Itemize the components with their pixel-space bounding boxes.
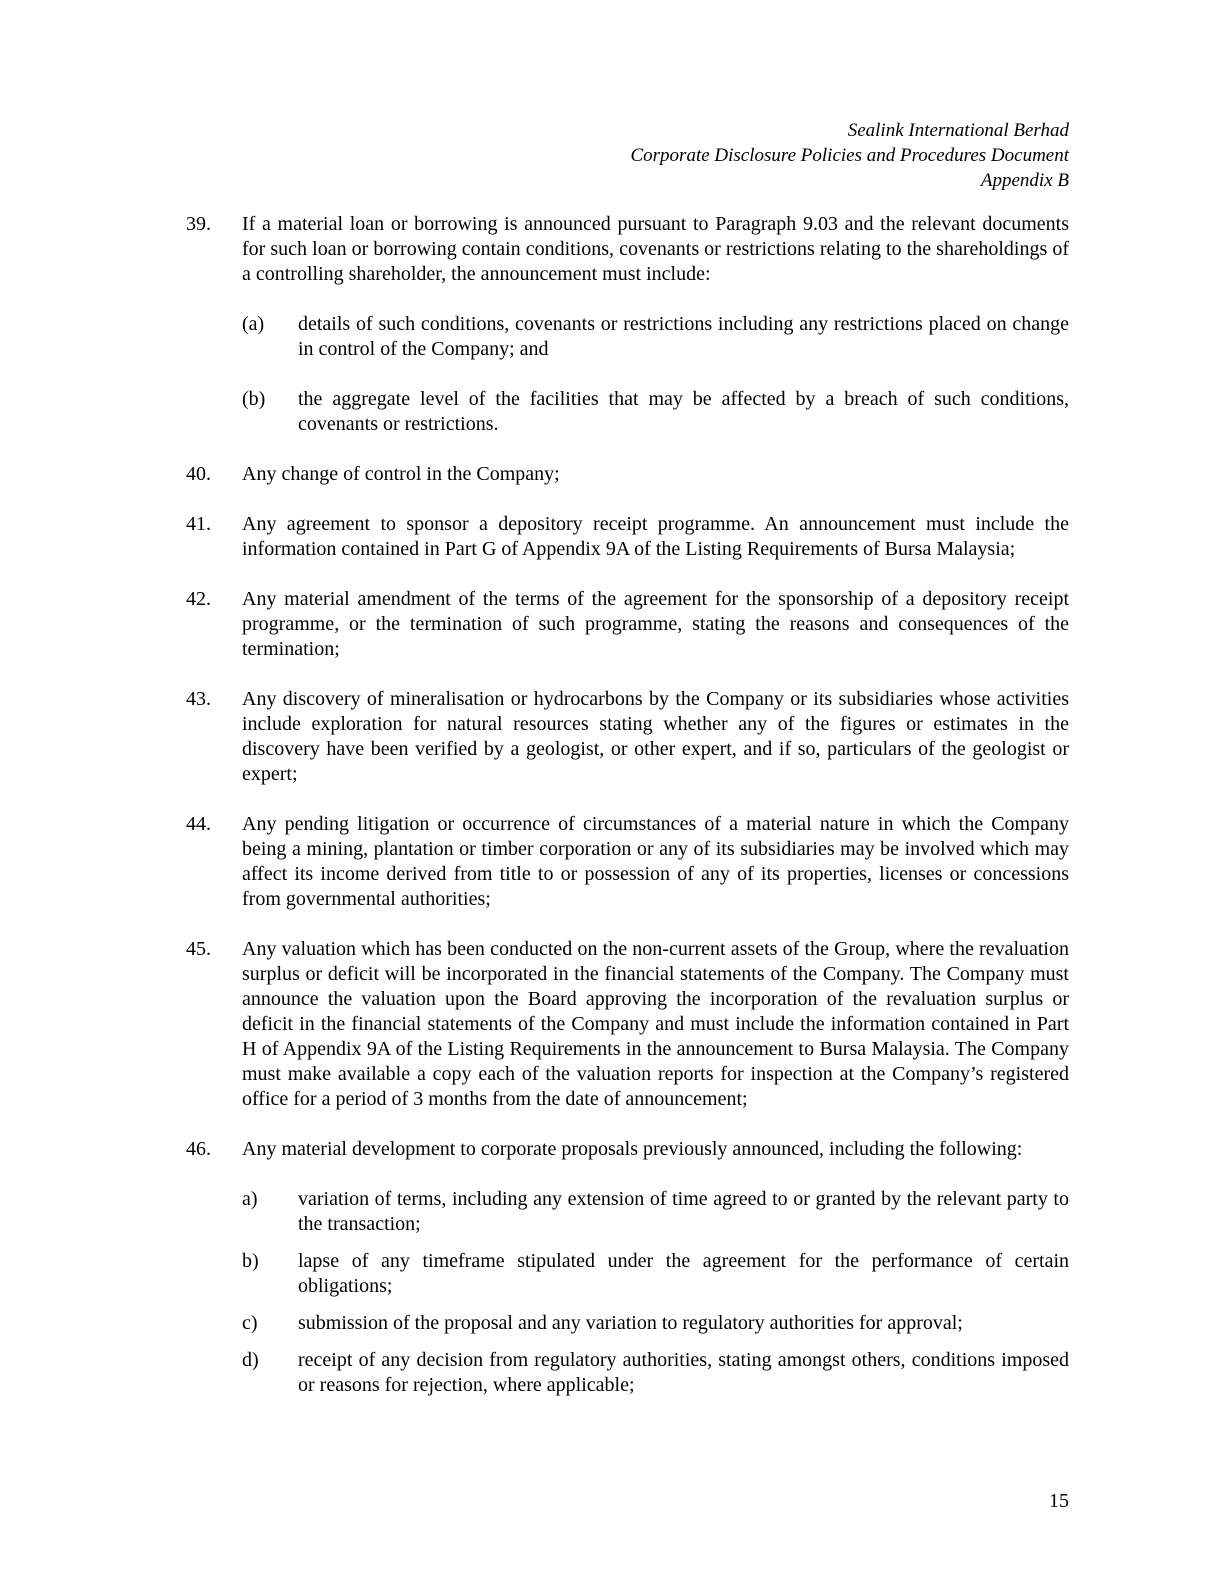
item-number: 42. (186, 588, 211, 610)
list-item-45 (186, 937, 1069, 1112)
sub-list (242, 312, 1069, 437)
item-number: 45. (186, 938, 211, 960)
sub-item-label: b) (242, 1250, 259, 1272)
list-item-41 (186, 512, 1069, 562)
sub-item-text: submission of the proposal and any variation to regulatory authorities for approval; (298, 1312, 963, 1334)
sub-item-label: (a) (242, 313, 265, 335)
list-item-44 (186, 812, 1069, 912)
sub-item-label: d) (242, 1349, 259, 1371)
sub-item-text: the aggregate level of the facilities that may be affected by a breach of such conditions, covenants or restrictions. (298, 388, 1069, 435)
document-body (186, 212, 1069, 1423)
sub-item-text: variation of terms, including any extension of time agreed to or granted by the relevant party to the transaction; (298, 1188, 1069, 1235)
item-text: Any change of control in the Company; (242, 463, 560, 485)
item-text: If a material loan or borrowing is announced pursuant to Paragraph 9.03 and the relevant documents for such loan or borrowing contain conditions, covenants or restrictions relating to the shareholdings of a controlling shareholder, the announcement must include: (242, 213, 1069, 285)
sub-item-text: lapse of any timeframe stipulated under the agreement for the performance of certain obligations; (298, 1250, 1069, 1297)
sub-item-text: details of such conditions, covenants or restrictions including any restrictions placed on change in control of the Company; and (298, 313, 1069, 360)
item-number: 43. (186, 688, 211, 710)
sub-item-label: c) (242, 1312, 258, 1334)
header-document-title: Corporate Disclosure Policies and Procedures Document (630, 145, 1069, 166)
sub-item-b (242, 1249, 1069, 1299)
list-item-46 (186, 1137, 1069, 1398)
sub-item-c (242, 1311, 1069, 1336)
sub-item-text: receipt of any decision from regulatory authorities, stating amongst others, conditions imposed or reasons for rejection, where applicable; (298, 1349, 1069, 1396)
sub-item-label: a) (242, 1188, 258, 1210)
item-text: Any pending litigation or occurrence of circumstances of a material nature in which the Company being a mining, plantation or timber corporation or any of its subsidiaries may be involved which may affect its income derived from title to or possession of any of its properties, licenses or concessions from governmental authorities; (242, 813, 1069, 910)
sub-item-a (242, 312, 1069, 362)
item-number: 46. (186, 1138, 211, 1160)
item-number: 41. (186, 513, 211, 535)
header-company-name: Sealink International Berhad (847, 120, 1069, 141)
page-header (630, 118, 1069, 193)
sub-item-d (242, 1348, 1069, 1398)
sub-item-a (242, 1187, 1069, 1237)
item-number: 39. (186, 213, 211, 235)
list-item-43 (186, 687, 1069, 787)
header-appendix: Appendix B (980, 170, 1069, 191)
item-text: Any material amendment of the terms of the agreement for the sponsorship of a depository receipt programme, or the termination of such programme, stating the reasons and consequences of the termination; (242, 588, 1069, 660)
item-number: 44. (186, 813, 211, 835)
page-number: 15 (1049, 1490, 1069, 1512)
item-text: Any valuation which has been conducted on the non-current assets of the Group, where the revaluation surplus or deficit will be incorporated in the financial statements of the Company. The Company must announce the valuation upon the Board approving the incorporation of the revaluation surplus or deficit in the financial statements of the Company and must include the information contained in Part H of Appendix 9A of the Listing Requirements in the announcement to Bursa Malaysia. The Company must make available a copy each of the valuation reports for inspection at the Company’s registered office for a period of 3 months from the date of announcement; (242, 938, 1069, 1110)
list-item-40 (186, 462, 1069, 487)
item-text: Any discovery of mineralisation or hydrocarbons by the Company or its subsidiaries whose activities include exploration for natural resources stating whether any of the figures or estimates in the discovery have been verified by a geologist, or other expert, and if so, particulars of the geologist or expert; (242, 688, 1069, 785)
list-item-39 (186, 212, 1069, 437)
sub-item-b (242, 387, 1069, 437)
sub-list (242, 1187, 1069, 1398)
item-text: Any material development to corporate proposals previously announced, including the following: (242, 1138, 1023, 1160)
list-item-42 (186, 587, 1069, 662)
item-number: 40. (186, 463, 211, 485)
item-text: Any agreement to sponsor a depository receipt programme. An announcement must include the information contained in Part G of Appendix 9A of the Listing Requirements of Bursa Malaysia; (242, 513, 1069, 560)
sub-item-label: (b) (242, 388, 266, 410)
